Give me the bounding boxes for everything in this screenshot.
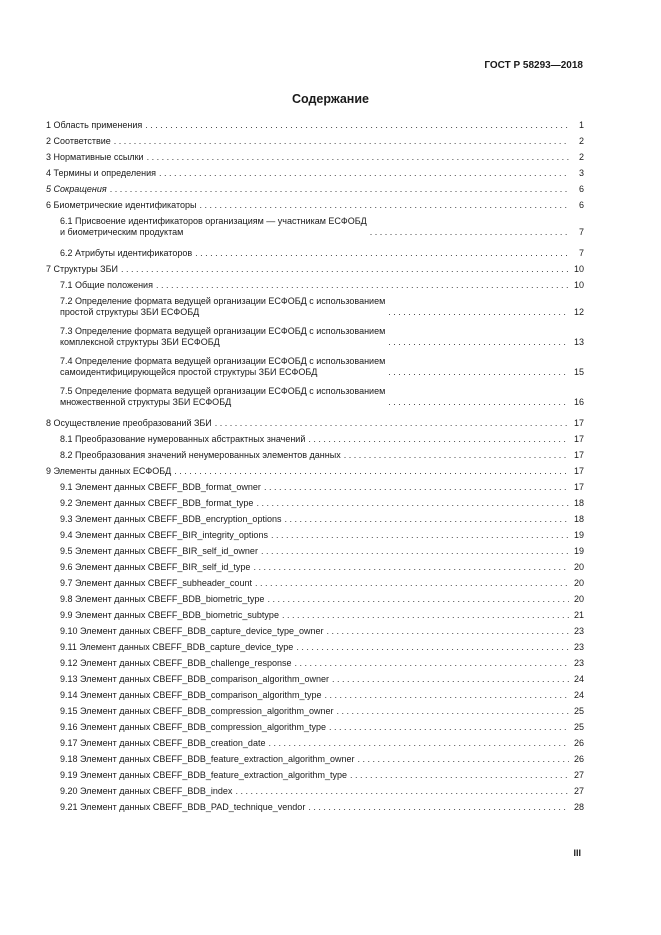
- toc-leader-dots: [294, 658, 569, 669]
- toc-entry-label: 9.13 Элемент данных CBEFF_BDB_comparison_algorithm_owner: [60, 674, 329, 684]
- toc-entry[interactable]: [46, 418, 584, 429]
- toc-entry-page: 19: [573, 530, 584, 540]
- toc-entry-label: 9.4 Элемент данных CBEFF_BIR_integrity_options: [60, 530, 268, 540]
- toc-leader-dots: [145, 120, 569, 131]
- toc-entry-page: 17: [573, 434, 584, 444]
- toc-entry-page: 23: [573, 626, 584, 636]
- toc-leader-dots: [199, 200, 569, 211]
- toc-leader-dots: [114, 136, 569, 147]
- toc-entry-label: 4 Термины и определения: [46, 168, 156, 178]
- toc-leader-dots: [358, 754, 570, 765]
- toc-entry-page: 3: [578, 168, 584, 178]
- toc-leader-dots: [121, 264, 569, 275]
- toc-entry-page: 2: [578, 136, 584, 146]
- toc-entry[interactable]: [46, 264, 584, 275]
- toc-entry-page: 10: [573, 264, 584, 274]
- toc-entry-page: 7: [578, 227, 584, 237]
- toc-entry-label: 9 Элементы данных ЕСФОБД: [46, 466, 172, 476]
- toc-leader-dots: [344, 450, 569, 461]
- toc-entry-label: 7 Структуры ЗБИ: [46, 264, 118, 274]
- toc-entry-label: 9.11 Элемент данных CBEFF_BDB_capture_device_type: [60, 642, 294, 652]
- toc-leader-dots: [147, 152, 569, 163]
- toc-entry[interactable]: [46, 466, 584, 477]
- toc-entry-page: 17: [573, 418, 584, 428]
- toc-entry-label: 9.19 Элемент данных CBEFF_BDB_feature_extraction_algorithm_type: [60, 770, 347, 780]
- toc-entry[interactable]: [46, 594, 584, 605]
- toc-entry[interactable]: [46, 184, 584, 195]
- toc-entry[interactable]: [46, 498, 584, 509]
- toc-entry-label: 6.2 Атрибуты идентификаторов: [60, 248, 193, 258]
- toc-entry-label: 9.1 Элемент данных CBEFF_BDB_format_owner: [60, 482, 261, 492]
- toc-entry-label: 9.8 Элемент данных CBEFF_BDB_biometric_type: [60, 594, 265, 604]
- toc-entry-page: 23: [573, 642, 584, 652]
- toc-entry[interactable]: [46, 216, 584, 238]
- toc-entry-label: 9.20 Элемент данных CBEFF_BDB_index: [60, 786, 233, 796]
- toc-entry-page: 2: [578, 152, 584, 162]
- toc-entry-page: 15: [573, 367, 584, 377]
- toc-entry[interactable]: [46, 482, 584, 493]
- toc-leader-dots: [174, 466, 569, 477]
- toc-leader-dots: [332, 674, 569, 685]
- toc-entry-label: 9.21 Элемент данных CBEFF_BDB_PAD_technique_vendor: [60, 802, 306, 812]
- toc-entry[interactable]: [46, 168, 584, 179]
- toc-entry[interactable]: [46, 658, 584, 669]
- toc-entry[interactable]: [46, 434, 584, 445]
- toc-leader-dots: [267, 594, 569, 605]
- page-number: III: [573, 848, 581, 858]
- toc-entry-label: 6.1 Присвоение идентификаторов организациям — участникам ЕСФОБД и биометрическим продуктам: [60, 216, 367, 237]
- toc-entry[interactable]: [46, 152, 584, 163]
- toc-entry-page: 12: [573, 307, 584, 317]
- toc-entry-page: 23: [573, 658, 584, 668]
- toc-entry[interactable]: [46, 530, 584, 541]
- toc-entry[interactable]: [46, 610, 584, 621]
- toc-entry-label: 3 Нормативные ссылки: [46, 152, 144, 162]
- toc-entry-label: 9.3 Элемент данных CBEFF_BDB_encryption_options: [60, 514, 282, 524]
- toc-entry-page: 10: [573, 280, 584, 290]
- toc-entry-page: 20: [573, 562, 584, 572]
- toc-entry[interactable]: [46, 386, 584, 408]
- toc-entry[interactable]: [46, 200, 584, 211]
- toc-entry-label: 9.9 Элемент данных CBEFF_BDB_biometric_subtype: [60, 610, 279, 620]
- toc-entry-label: 9.16 Элемент данных CBEFF_BDB_compression_algorithm_type: [60, 722, 326, 732]
- toc-entry-page: 24: [573, 674, 584, 684]
- toc-entry[interactable]: [46, 690, 584, 701]
- toc-leader-dots: [156, 280, 569, 291]
- toc-entry[interactable]: [46, 280, 584, 291]
- toc-leader-dots: [215, 418, 569, 429]
- toc-entry-page: 13: [573, 337, 584, 347]
- toc-entry-label: 9.7 Элемент данных CBEFF_subheader_count: [60, 578, 252, 588]
- toc-entry-page: 17: [573, 466, 584, 476]
- toc-entry-page: 7: [578, 248, 584, 258]
- toc-entry-label: 7.1 Общие положения: [60, 280, 153, 290]
- toc-entry-page: 27: [573, 770, 584, 780]
- toc-entry-page: 20: [573, 578, 584, 588]
- toc-entry[interactable]: [46, 674, 584, 685]
- toc-entry-label: 9.18 Элемент данных CBEFF_BDB_feature_extraction_algorithm_owner: [60, 754, 355, 764]
- toc-leader-dots: [388, 367, 569, 378]
- toc-entry[interactable]: [46, 326, 584, 348]
- toc-entry-page: 20: [573, 594, 584, 604]
- toc-leader-dots: [284, 514, 569, 525]
- toc-leader-dots: [327, 626, 570, 637]
- toc-entry-label: 9.14 Элемент данных CBEFF_BDB_comparison_algorithm_type: [60, 690, 322, 700]
- toc-leader-dots: [261, 546, 569, 557]
- toc-leader-dots: [308, 802, 569, 813]
- toc-entry[interactable]: [46, 514, 584, 525]
- toc-entry-label: 6 Биометрические идентификаторы: [46, 200, 197, 210]
- toc-leader-dots: [159, 168, 569, 179]
- toc-entry-page: 25: [573, 706, 584, 716]
- toc-leader-dots: [308, 434, 569, 445]
- toc-entry-label: 9.17 Элемент данных CBEFF_BDB_creation_date: [60, 738, 266, 748]
- toc-entry-page: 21: [573, 610, 584, 620]
- toc-entry-page: 26: [573, 754, 584, 764]
- toc-leader-dots: [255, 578, 569, 589]
- toc-entry-page: 27: [573, 786, 584, 796]
- toc-entry[interactable]: [46, 770, 584, 781]
- toc-entry[interactable]: [46, 754, 584, 765]
- toc-leader-dots: [235, 786, 569, 797]
- toc-entry-page: 28: [573, 802, 584, 812]
- toc-entry[interactable]: [46, 562, 584, 573]
- toc-leader-dots: [253, 562, 569, 573]
- toc-entry[interactable]: [46, 626, 584, 637]
- toc-entry-page: 25: [573, 722, 584, 732]
- toc-entry-page: 16: [573, 397, 584, 407]
- toc-entry-label: 9.2 Элемент данных CBEFF_BDB_format_type: [60, 498, 254, 508]
- toc-entry-page: 24: [573, 690, 584, 700]
- toc-leader-dots: [296, 642, 569, 653]
- toc-entry[interactable]: [46, 120, 584, 131]
- toc-entry[interactable]: [46, 356, 584, 378]
- toc-entry-label: 8.1 Преобразование нумерованных абстрактных значений: [60, 434, 306, 444]
- toc-leader-dots: [282, 610, 569, 621]
- toc-entry[interactable]: [46, 786, 584, 797]
- page-title: Содержание: [291, 92, 369, 106]
- toc-entry-page: 18: [573, 498, 584, 508]
- toc-leader-dots: [110, 184, 569, 195]
- toc-leader-dots: [388, 397, 569, 408]
- toc-entry-label: 7.5 Определение формата ведущей организации ЕСФОБД с использованием множественной структуры ЗБИ ЕСФОБД: [60, 386, 386, 407]
- toc-leader-dots: [256, 498, 569, 509]
- toc-entry-page: 6: [578, 184, 584, 194]
- toc-entry-label: 8 Осуществление преобразований ЗБИ: [46, 418, 212, 428]
- toc-entry-label: 1 Область применения: [46, 120, 143, 130]
- document-code: ГОСТ Р 58293—2018: [484, 60, 583, 71]
- toc-entry-label: 9.6 Элемент данных CBEFF_BIR_self_id_type: [60, 562, 251, 572]
- toc-entry-page: 1: [578, 120, 584, 130]
- toc-leader-dots: [370, 227, 569, 238]
- toc-entry[interactable]: [46, 546, 584, 557]
- toc-leader-dots: [388, 337, 569, 348]
- toc-entry-label: 5 Сокращения: [46, 184, 107, 194]
- toc-entry[interactable]: [46, 642, 584, 653]
- toc-entry-page: 18: [573, 514, 584, 524]
- toc-leader-dots: [350, 770, 569, 781]
- toc-entry-page: 17: [573, 482, 584, 492]
- toc-entry[interactable]: [46, 706, 584, 717]
- toc-leader-dots: [329, 722, 569, 733]
- toc-entry[interactable]: [46, 722, 584, 733]
- toc-entry-label: 7.2 Определение формата ведущей организации ЕСФОБД с использованием простой структуры ЗБИ ЕСФОБД: [60, 296, 386, 317]
- toc-leader-dots: [268, 738, 569, 749]
- toc-entry[interactable]: [46, 738, 584, 749]
- toc-entry-page: 6: [578, 200, 584, 210]
- toc-leader-dots: [264, 482, 569, 493]
- toc-entry[interactable]: [46, 248, 584, 259]
- toc-entry-label: 9.5 Элемент данных CBEFF_BIR_self_id_owner: [60, 546, 258, 556]
- toc-leader-dots: [388, 307, 569, 318]
- toc-entry-label: 7.3 Определение формата ведущей организации ЕСФОБД с использованием комплексной структуры ЗБИ ЕСФОБД: [60, 326, 386, 347]
- toc-entry-label: 9.15 Элемент данных CBEFF_BDB_compression_algorithm_owner: [60, 706, 334, 716]
- toc-entry-label: 7.4 Определение формата ведущей организации ЕСФОБД с использованием самоидентифицирующейся простой структуры ЗБИ ЕСФОБД: [60, 356, 386, 377]
- toc-entry-label: 9.10 Элемент данных CBEFF_BDB_capture_device_type_owner: [60, 626, 324, 636]
- toc-leader-dots: [324, 690, 569, 701]
- toc-entry[interactable]: [46, 450, 584, 461]
- toc-leader-dots: [195, 248, 569, 259]
- toc-leader-dots: [271, 530, 569, 541]
- toc-entry[interactable]: [46, 136, 584, 147]
- toc-entry-page: 17: [573, 450, 584, 460]
- toc-entry[interactable]: [46, 296, 584, 318]
- toc-entry-label: 9.12 Элемент данных CBEFF_BDB_challenge_response: [60, 658, 292, 668]
- toc-leader-dots: [336, 706, 569, 717]
- toc-entry[interactable]: [46, 578, 584, 589]
- toc-entry-label: 8.2 Преобразования значений ненумерованных элементов данных: [60, 450, 341, 460]
- toc-entry-page: 26: [573, 738, 584, 748]
- toc-entry-label: 2 Соответствие: [46, 136, 111, 146]
- toc-entry-page: 19: [573, 546, 584, 556]
- toc-entry[interactable]: [46, 802, 584, 813]
